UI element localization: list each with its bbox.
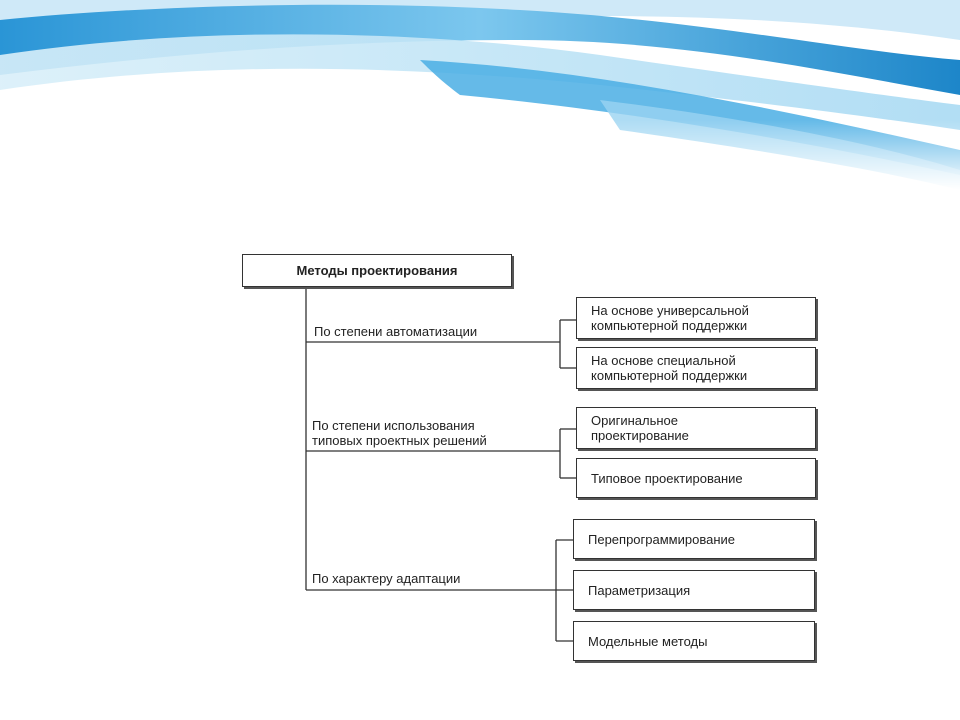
node-parametrization: Параметризация bbox=[573, 570, 815, 610]
node-model-methods: Модельные методы bbox=[573, 621, 815, 661]
root-node-label: Методы проектирования bbox=[296, 263, 458, 278]
node-reprogramming: Перепрограммирование bbox=[573, 519, 815, 559]
node-universal-computer-support: На основе универсальной компьютерной поддержки bbox=[576, 297, 816, 339]
node-typical-design: Типовое проектирование bbox=[576, 458, 816, 498]
node-original-design: Оригинальное проектирование bbox=[576, 407, 816, 449]
group-label-automation: По степени автоматизации bbox=[314, 324, 478, 339]
group-label-adaptation: По характеру адаптации bbox=[312, 571, 461, 586]
node-special-computer-support: На основе специальной компьютерной поддержки bbox=[576, 347, 816, 389]
root-node bbox=[242, 254, 512, 287]
group-label-typical-solutions: По степени использования типовых проектных решений bbox=[312, 418, 487, 448]
